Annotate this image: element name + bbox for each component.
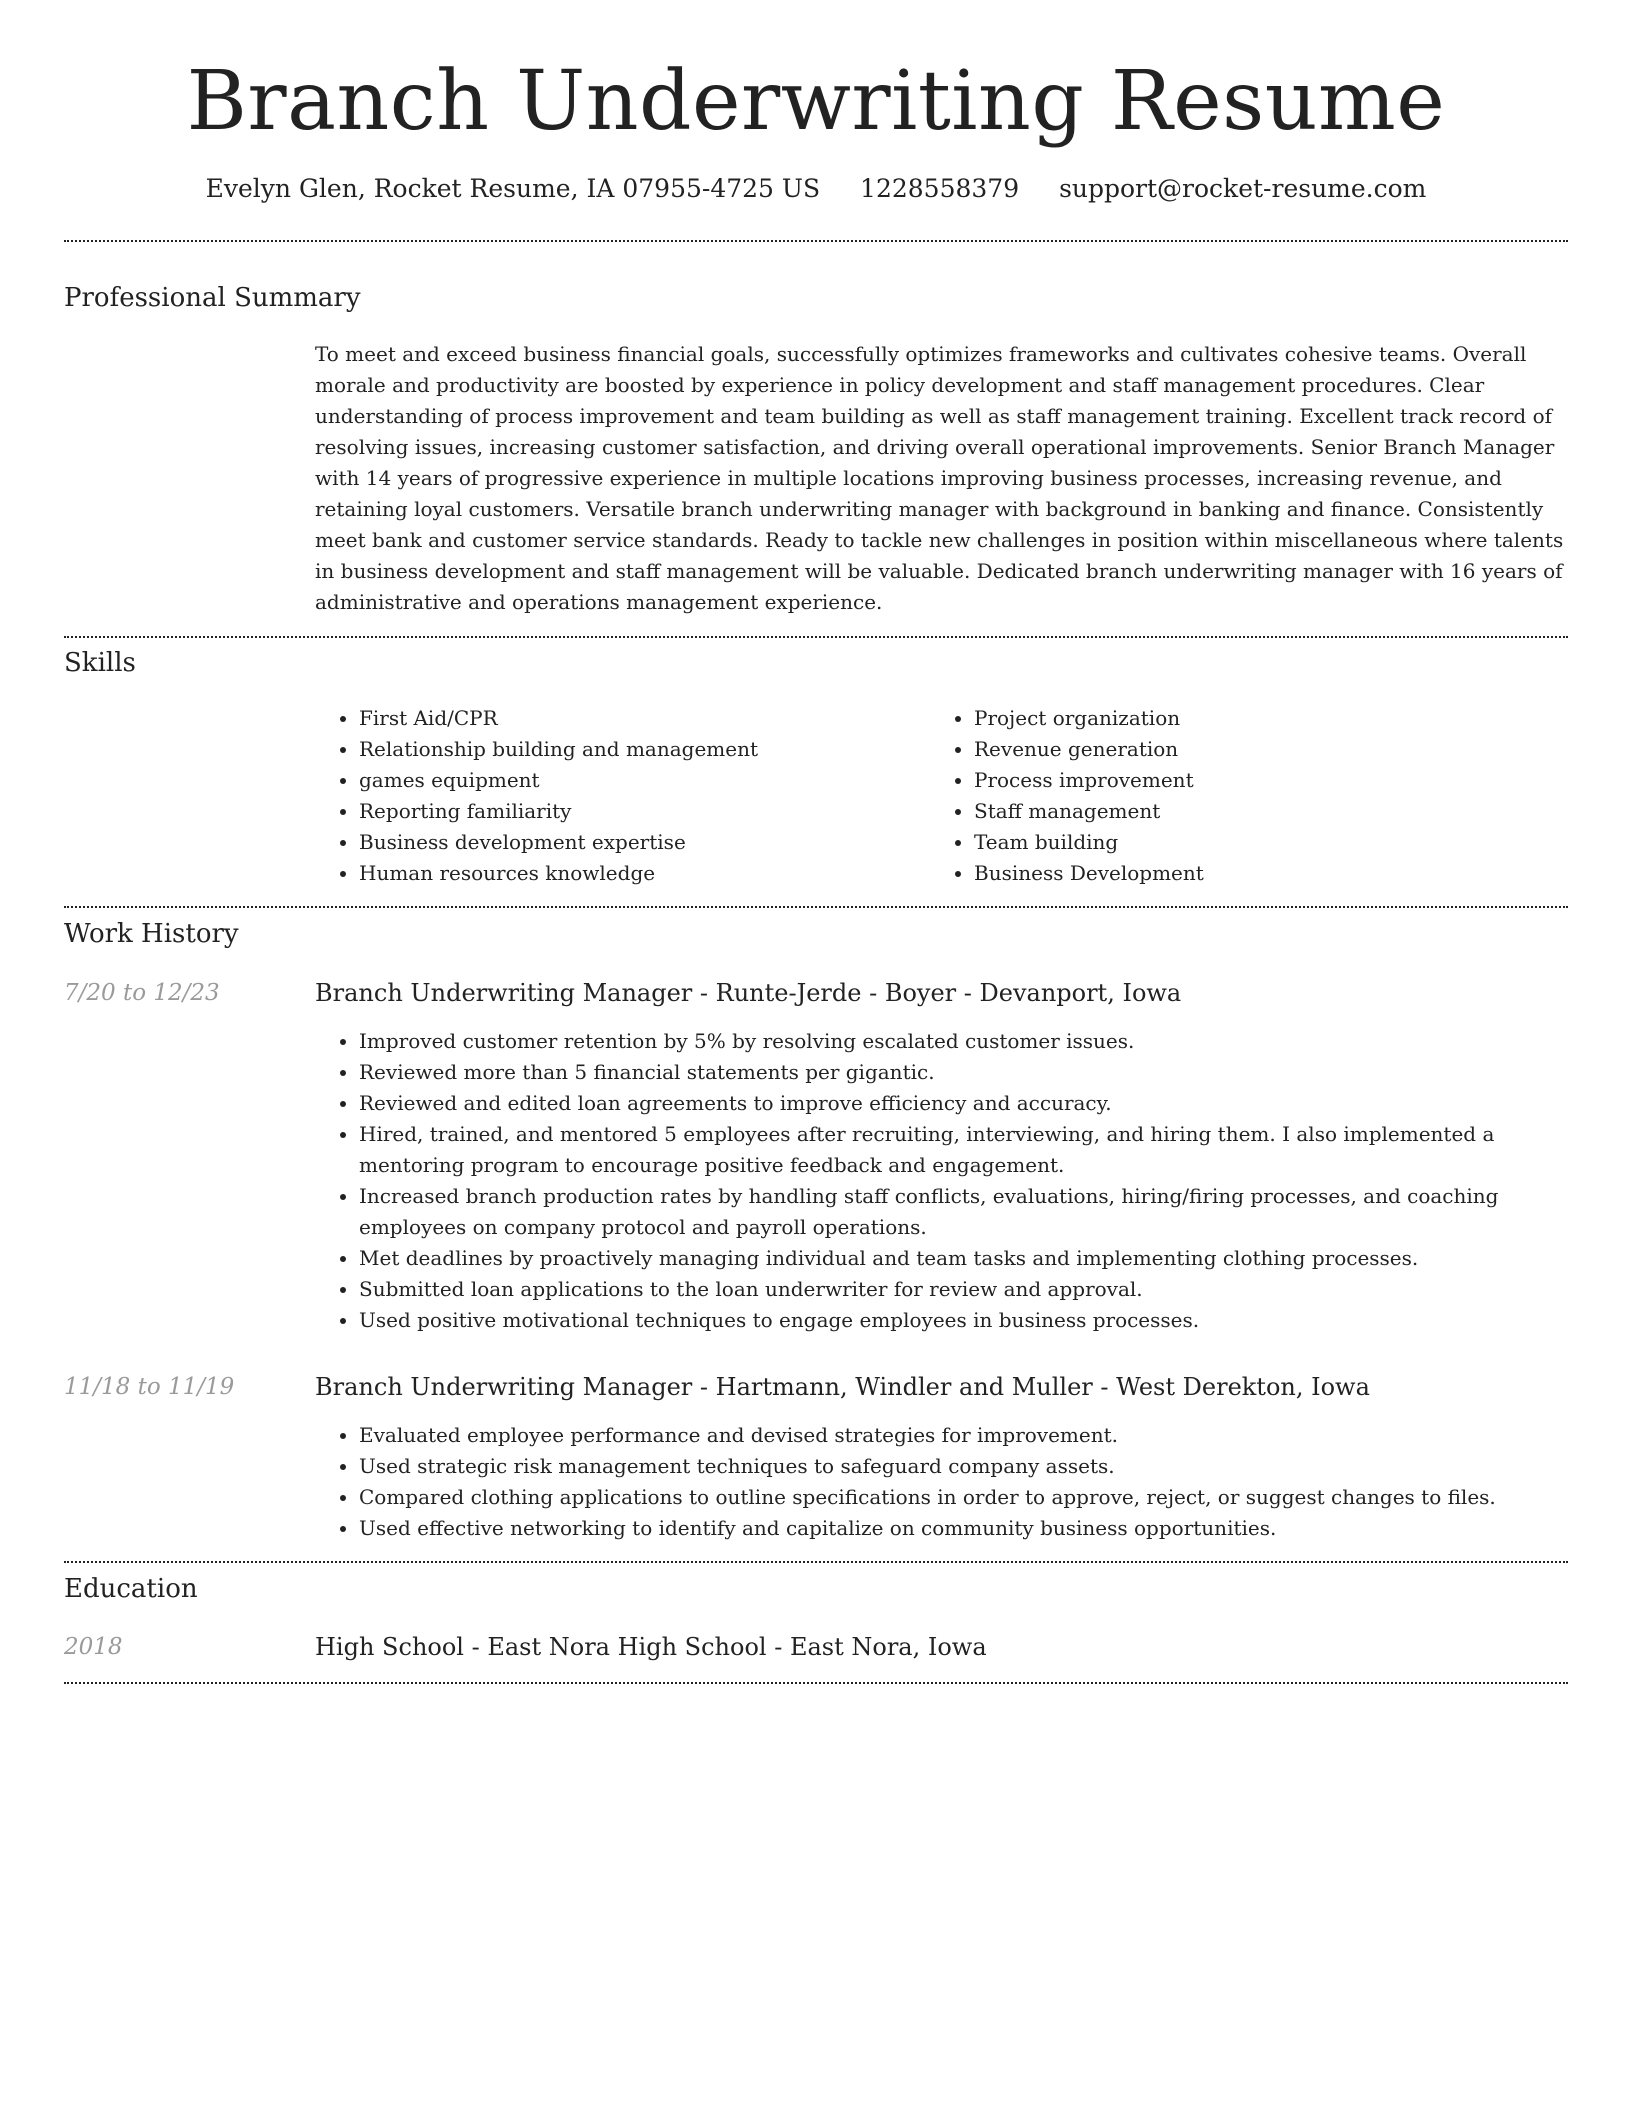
skills-heading: Skills [64, 648, 136, 678]
divider [64, 240, 1568, 242]
skill-item: • Human resources knowledge [359, 858, 915, 889]
skills-column-left [315, 703, 915, 889]
job-bullet: • Evaluated employee performance and devised strategies for improvement. [359, 1420, 1515, 1451]
job-bullet-list [315, 1420, 1515, 1544]
job-title: Branch Underwriting Manager - Hartmann, Windler and Muller - West Derekton, Iowa [315, 1373, 1370, 1401]
job-bullet: • Used positive motivational techniques to engage employees in business processes. [359, 1305, 1515, 1336]
divider [64, 636, 1568, 638]
skill-item: • Staff management [974, 796, 1530, 827]
job-dates: 7/20 to 12/23 [64, 980, 220, 1006]
resume-title: Branch Underwriting Resume [186, 54, 1446, 149]
divider [64, 1682, 1568, 1684]
skill-item: • Team building [974, 827, 1530, 858]
job-bullet: • Submitted loan applications to the loan underwriter for review and approval. [359, 1274, 1515, 1305]
skill-item: • games equipment [359, 765, 915, 796]
summary-heading: Professional Summary [64, 283, 361, 313]
skill-item: • Project organization [974, 703, 1530, 734]
skills-column-right [930, 703, 1530, 889]
contact-address: Evelyn Glen, Rocket Resume, IA 07955-4725 US [205, 174, 821, 203]
skill-item: • Relationship building and management [359, 734, 915, 765]
job-bullet-list [315, 1026, 1515, 1336]
job-bullet: • Reviewed more than 5 financial statements per gigantic. [359, 1057, 1515, 1088]
skill-item: • Business Development [974, 858, 1530, 889]
job-bullet: • Compared clothing applications to outline specifications in order to approve, reject, or suggest changes to files. [359, 1482, 1515, 1513]
divider [64, 906, 1568, 908]
job-bullet: • Increased branch production rates by handling staff conflicts, evaluations, hiring/firing processes, and coaching employees on company protocol and payroll operations. [359, 1181, 1515, 1243]
skill-item: • Process improvement [974, 765, 1530, 796]
summary-text: To meet and exceed business financial goals, successfully optimizes frameworks and cultivates cohesive teams. Overall morale and productivity are boosted by experience in policy development and staff management procedures. Clear understanding of process improvement and team building as well as staff management training. Excellent track record of resolving issues, increasing customer satisfaction, and driving overall operational improvements. Senior Branch Manager with 14 years of progressive experience in multiple locations improving business processes, increasing revenue, and retaining loyal customers. Versatile branch underwriting manager with background in banking and finance. Consistently meet bank and customer service standards. Ready to tackle new challenges in position within miscellaneous where talents in business development and staff management will be valuable. Dedicated branch underwriting manager with 16 years of administrative and operations management experience. [315, 342, 1564, 614]
job-bullet: • Hired, trained, and mentored 5 employees after recruiting, interviewing, and hiring them. I also implemented a mentoring program to encourage positive feedback and engagement. [359, 1119, 1515, 1181]
skill-item: • Revenue generation [974, 734, 1530, 765]
contact-phone: 1228558379 [860, 174, 1020, 203]
education-heading: Education [64, 1574, 198, 1604]
job-title: Branch Underwriting Manager - Runte-Jerde - Boyer - Devanport, Iowa [315, 979, 1182, 1007]
job-bullet: • Met deadlines by proactively managing individual and team tasks and implementing clothing processes. [359, 1243, 1515, 1274]
job-dates: 11/18 to 11/19 [64, 1374, 235, 1400]
divider [64, 1561, 1568, 1563]
contact-line [0, 171, 1632, 207]
education-year: 2018 [64, 1634, 123, 1660]
skill-item: • Reporting familiarity [359, 796, 915, 827]
job-bullet: • Used strategic risk management techniques to safeguard company assets. [359, 1451, 1515, 1482]
education-title: High School - East Nora High School - East Nora, Iowa [315, 1633, 987, 1661]
job-bullet: • Used effective networking to identify and capitalize on community business opportunities. [359, 1513, 1515, 1544]
job-bullet: • Improved customer retention by 5% by resolving escalated customer issues. [359, 1026, 1515, 1057]
work-heading: Work History [64, 919, 239, 949]
contact-email: support@rocket-resume.com [1059, 174, 1427, 203]
job-bullet: • Reviewed and edited loan agreements to improve efficiency and accuracy. [359, 1088, 1515, 1119]
skill-item: • Business development expertise [359, 827, 915, 858]
skill-item: • First Aid/CPR [359, 703, 915, 734]
